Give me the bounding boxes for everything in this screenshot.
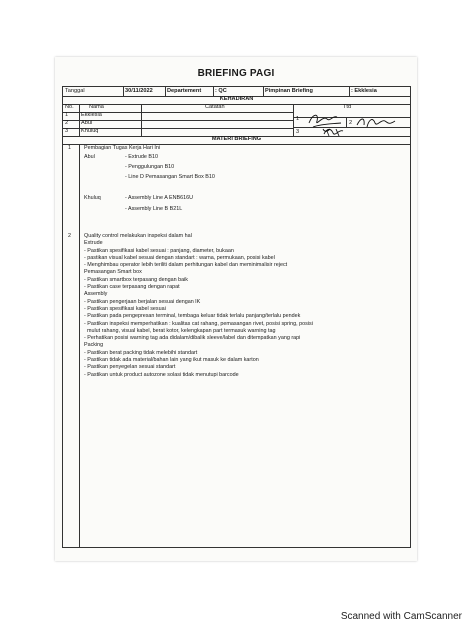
materi-heading: MATERI BRIEFING [211,136,262,143]
item2-line: Quality control melakukan inspeksi dalam hal [84,233,192,239]
item2-line: - Pastikan penyegelan sesuai standart [84,364,176,371]
abul-task: - Penggulungan B10 [125,164,175,170]
item2-line: Pemasangan Smart box [84,269,142,276]
khuluq-task: - Assembly Line B B21L [125,206,183,212]
item2-line: - Pastikan tidak ada material/bahan lain yang ikut masuk ke dalam karton [84,357,259,364]
kehadiran-columns [63,104,410,112]
col-catatan: Catatan [205,104,225,111]
departement-value: : QC [215,87,227,94]
item2-line: Packing [84,342,104,349]
row-no: 2 [65,120,69,127]
row-no: 3 [65,128,69,135]
signature-abul [355,113,399,131]
item2-line: mulut rahang, visual kabel, berat kotor, kelengkapan part termasuk warning tag [84,327,276,334]
tanggal-value: 30/11/2022 [125,87,153,94]
item2-line: - Pastikan smartbox terpasang dengan baik [84,276,188,283]
item2-line: - Pastikan berat packing tidak melebihi standart [84,349,198,356]
col-no: No. [65,104,74,111]
kehadiran-heading: KEHADIRAN [219,96,254,103]
ttd-no: 2 [349,120,353,126]
item2-line: - Pastikan spesifikasi kabel sesuai [84,305,166,312]
khuluq-task: - Assembly Line A ENB616U [125,195,194,201]
row-nama: Khuluq [81,128,99,135]
row-no: 1 [65,112,69,119]
item2-line: - Pastikan pada pengepresan terminal, tembaga keluar tidak terlalu panjang/terlalu pendek [84,313,301,320]
row-nama: Abul [81,120,93,127]
item2-line: - Pastikan inspeksi memperhatikan : kualitas cat rahang, pemasangan rivet, posisi spring, posisi [84,320,313,327]
item2-line: - Pastikan untuk product autozone solasi tidak menutupi barcode [84,371,239,378]
item2-line: - pastikan visual kabel sesuai dengan standart : warna, permukaan, posisi kabel [84,254,275,261]
abul-label: Abul [84,154,95,160]
ttd-no: 1 [296,116,300,122]
item2-lines [84,233,313,379]
ttd-no: 3 [296,129,300,135]
scanner-watermark: Scanned with CamScanner [340,611,462,622]
tanggal-label: Tanggal [65,87,85,94]
item2-line: Assembly [84,291,108,298]
item2-line: - Menghimbau operator lebih teriliti dalam perhitungan kabel dan meminimalisir reject [84,262,288,269]
abul-task: - Extrude B10 [125,154,158,160]
item2-line: - Pastikan pengerjaan berjalan sesuai dengan IK [84,298,201,305]
abul-task: - Line D Pemasangan Smart Box B10 [125,174,215,180]
row-nama: Ekklesia [81,112,102,119]
materi-heading-row [63,136,410,145]
scanned-page [55,57,417,561]
item2-line: - Perhatikan posisi warning tag ada didalam/dibalik sleeve/label dan ditempatkan yang rapi [84,335,301,342]
pimpinan-label: Pimpinan Briefing [265,87,313,94]
item2-line: - Pastikan case terpasang dengan rapat [84,284,180,291]
pimpinan-value: : Ekklesia [351,87,377,94]
col-ttd: Ttd [343,104,352,111]
item1-title: Pembagian Tugas Kerja Hari Ini [84,145,161,151]
col-nama: Nama [89,104,104,111]
khuluq-label: Khuluq [84,195,101,201]
item-number: 2 [68,233,71,239]
briefing-form [62,86,411,548]
item2-line: Extrude [84,240,103,247]
document-title: BRIEFING PAGI [197,68,275,79]
departement-label: Departement [167,87,202,94]
item2-line: - Pastikan spesifikasi kabel sesuai : panjang, diameter, bukaan [84,247,234,254]
item-number: 1 [68,145,71,151]
